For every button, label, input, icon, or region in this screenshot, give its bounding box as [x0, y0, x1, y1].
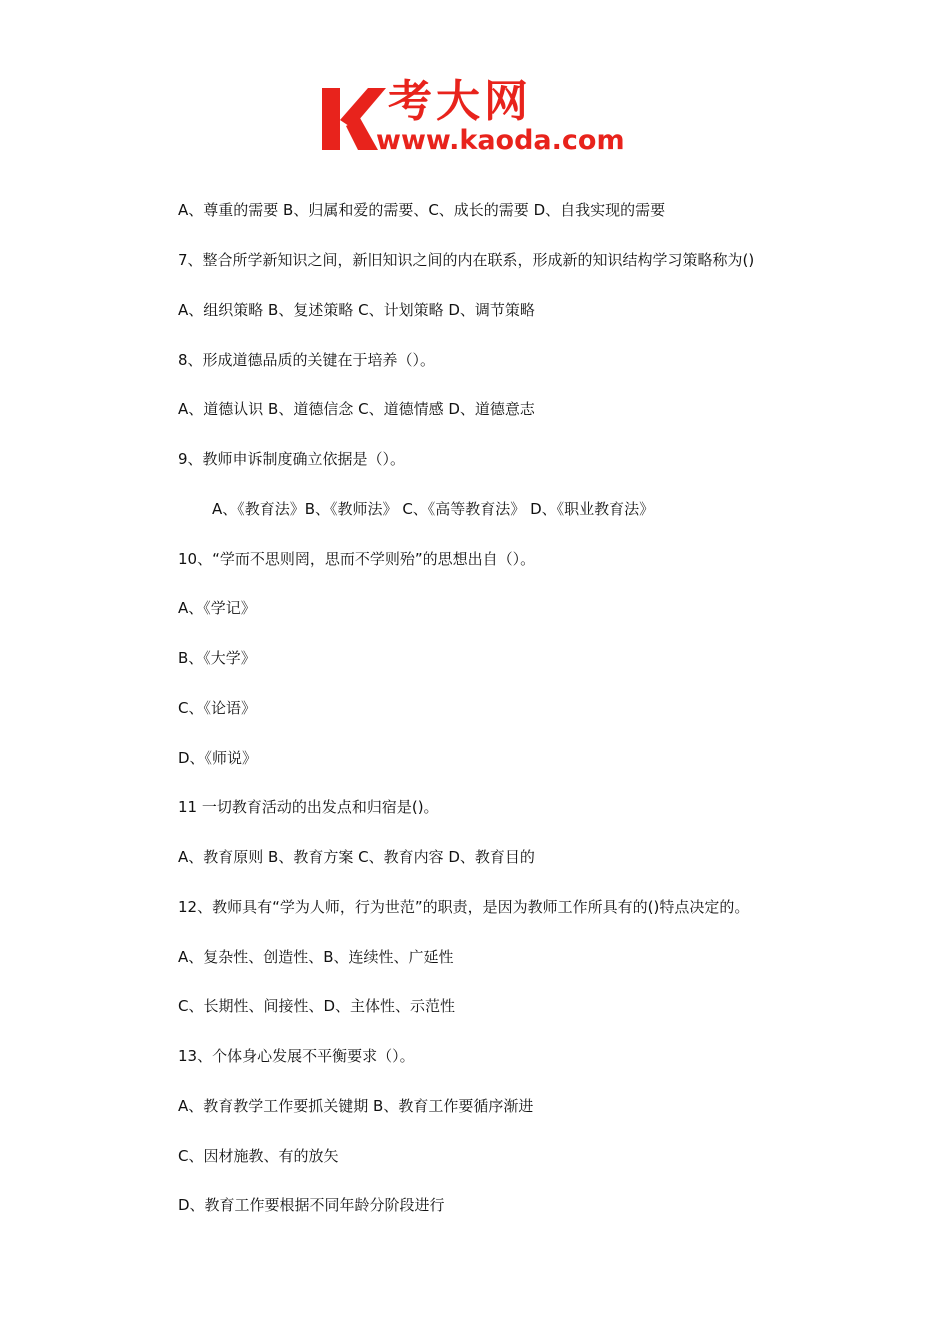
text-line: A、《学记》: [178, 599, 256, 617]
text-line: A、教育教学工作要抓关键期 B、教育工作要循序渐进: [178, 1097, 534, 1115]
text-line: A、组织策略 B、复述策略 C、计划策略 D、调节策略: [178, 301, 535, 319]
logo-name: 考大网: [388, 76, 532, 127]
text-line: A、复杂性、创造性、B、连续性、广延性: [178, 948, 454, 966]
question-line: 10、“学而不思则罔，思而不学则殆”的思想出自（）。: [178, 550, 536, 568]
text-line: A、尊重的需要 B、归属和爱的需要、C、成长的需要 D、自我实现的需要: [178, 201, 666, 219]
text-line: D、《师说》: [178, 749, 258, 767]
text-line: B、《大学》: [178, 649, 256, 667]
text-line: C、长期性、间接性、D、主体性、示范性: [178, 997, 456, 1015]
text-line: C、《论语》: [178, 699, 256, 717]
question-line: 8、形成道德品质的关键在于培养（）。: [178, 351, 436, 369]
question-line: 13、个体身心发展不平衡要求（）。: [178, 1047, 415, 1065]
question-line: 12、教师具有“学为人师，行为世范”的职责，是因为教师工作所具有的()特点决定的。: [178, 898, 750, 916]
text-line: A、道德认识 B、道德信念 C、道德情感 D、道德意志: [178, 400, 535, 418]
text-line: D、教育工作要根据不同年龄分阶段进行: [178, 1196, 445, 1214]
text-line: A、教育原则 B、教育方案 C、教育内容 D、教育目的: [178, 848, 535, 866]
text-line: C、因材施教、有的放矢: [178, 1147, 339, 1165]
question-line: 7、整合所学新知识之间，新旧知识之间的内在联系，形成新的知识结构学习策略称为(): [178, 251, 755, 269]
text-line: A、《教育法》B、《教师法》 C、《高等教育法》 D、《职业教育法》: [212, 500, 655, 518]
question-line: 11 一切教育活动的出发点和归宿是()。: [178, 798, 439, 816]
logo-url: www.kaoda.com: [376, 125, 625, 156]
question-line: 9、教师申诉制度确立依据是（）。: [178, 450, 406, 468]
